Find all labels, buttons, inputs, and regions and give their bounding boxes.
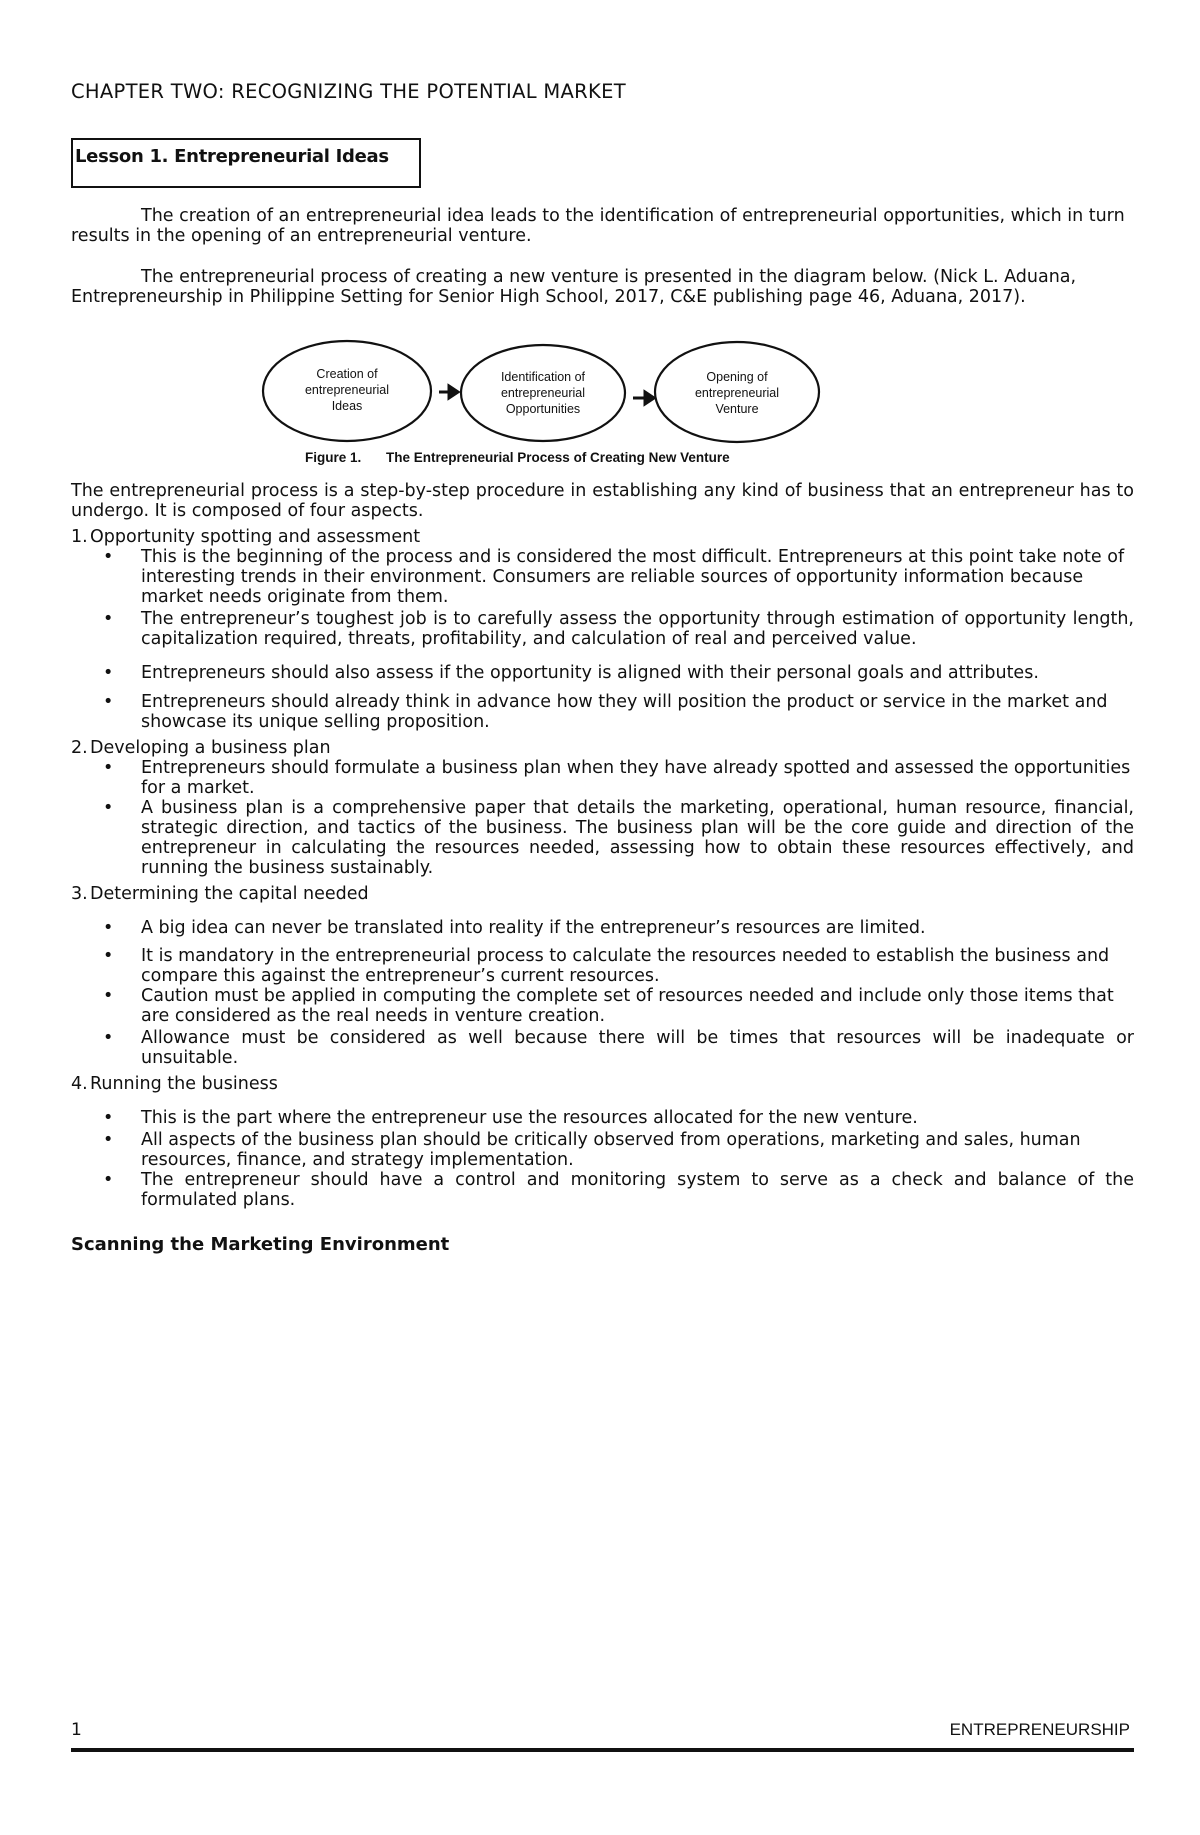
node-text: Opening of	[706, 370, 768, 384]
arrow-right-icon	[633, 392, 654, 404]
bullet-icon: •	[103, 547, 114, 567]
aspect-heading	[71, 738, 1134, 758]
bullet-text: It is mandatory in the entrepreneurial process to calculate the resources needed to establish the business and compare this against the entrepreneur’s current resources.	[141, 946, 1110, 986]
list-item	[71, 547, 1134, 607]
bullet-text: Allowance must be considered as well because there will be times that resources will be inadequate or unsuitable.	[141, 1028, 1134, 1068]
node-text: entrepreneurial	[694, 386, 780, 400]
arrow-right-icon	[439, 386, 458, 398]
aspect-bullet-list	[71, 547, 1134, 732]
bullet-icon: •	[103, 1108, 114, 1128]
list-item	[71, 1108, 1134, 1128]
aspect-number: 1.	[71, 527, 88, 547]
aspect-bullet-list	[71, 758, 1134, 878]
list-item	[71, 798, 1134, 878]
bullet-icon: •	[103, 609, 114, 629]
page-number: 1	[71, 1720, 82, 1740]
bullet-icon: •	[103, 1130, 114, 1150]
aspect-title: Running the business	[90, 1074, 278, 1094]
list-item	[71, 758, 1134, 798]
node-text: Ideas	[331, 399, 363, 413]
node-text: Creation of	[316, 367, 378, 381]
main-content	[71, 481, 1134, 1255]
bullet-icon: •	[103, 946, 114, 966]
document-page	[71, 0, 1134, 1835]
figure-caption: The Entrepreneurial Process of Creating New Venture	[386, 450, 730, 465]
list-item	[71, 946, 1134, 986]
aspect-heading	[71, 884, 1134, 904]
aspect-title: Opportunity spotting and assessment	[90, 527, 421, 547]
list-item	[71, 1170, 1134, 1210]
section-heading: Scanning the Marketing Environment	[71, 1234, 450, 1255]
process-intro: The entrepreneurial process is a step-by-step procedure in establishing any kind of business that an entrepreneur has to undergo. It is composed of four aspects.	[71, 481, 1134, 521]
bullet-text: Entrepreneurs should formulate a business plan when they have already spotted and assessed the opportunities for a market.	[141, 758, 1131, 798]
bullet-icon: •	[103, 1028, 114, 1048]
aspect-title: Determining the capital needed	[90, 884, 369, 904]
aspect-bullet-list	[71, 918, 1134, 1068]
bullet-text: A business plan is a comprehensive paper that details the marketing, operational, human resource, financial, strategic direction, and tactics of the business. The business plan will be the core guide and direction of the entrepreneur in calculating the resources needed, assessing how to obtain these resources effectively, and running the business sustainably.	[141, 798, 1134, 878]
intro-paragraph: The creation of an entrepreneurial idea leads to the identification of entrepreneurial opportunities, which in turn results in the opening of an entrepreneurial venture.	[71, 206, 1125, 246]
aspect-number: 3.	[71, 884, 88, 904]
list-item	[71, 657, 1134, 690]
aspect-number: 2.	[71, 738, 88, 758]
lesson-title: Lesson 1. Entrepreneurial Ideas	[75, 146, 389, 167]
bullet-icon: •	[103, 692, 114, 712]
process-diagram	[261, 338, 921, 470]
bullet-text: This is the part where the entrepreneur use the resources allocated for the new venture.	[141, 1108, 918, 1128]
bullet-text: All aspects of the business plan should be critically observed from operations, marketing and sales, human resources, finance, and strategy implementation.	[141, 1130, 1081, 1170]
bullet-text: The entrepreneur should have a control and monitoring system to serve as a check and balance of the formulated plans.	[141, 1170, 1134, 1210]
bullet-icon: •	[103, 918, 114, 938]
list-item	[71, 918, 1134, 938]
bullet-icon: •	[103, 1170, 114, 1190]
bullet-text: Entrepreneurs should also assess if the opportunity is aligned with their personal goals and attributes.	[141, 663, 1039, 683]
list-item	[71, 1028, 1134, 1068]
bullet-text: Entrepreneurs should already think in advance how they will position the product or service in the market and showcase its unique selling proposition.	[141, 692, 1108, 732]
aspect-bullet-list	[71, 1108, 1134, 1210]
bullet-text: A big idea can never be translated into reality if the entrepreneur’s resources are limited.	[141, 918, 926, 938]
node-text: entrepreneurial	[304, 383, 390, 397]
aspect-title: Developing a business plan	[90, 738, 331, 758]
figure-label: Figure 1.	[305, 450, 362, 465]
list-item	[71, 692, 1134, 732]
aspect-number: 4.	[71, 1074, 88, 1094]
list-item	[71, 1130, 1134, 1170]
bullet-icon: •	[103, 758, 114, 778]
list-item	[71, 609, 1134, 649]
bullet-text: This is the beginning of the process and is considered the most difficult. Entrepreneurs at this point take note of interesting trends in their environment. Consumers are reliable sources of opportunity information because market needs originate from them.	[141, 547, 1125, 607]
aspect-heading	[71, 527, 1134, 547]
lesson-box	[71, 138, 421, 188]
bullet-text: Caution must be applied in computing the complete set of resources needed and include only those items that are considered as the real needs in venture creation.	[141, 986, 1114, 1026]
aspect-heading	[71, 1074, 1134, 1094]
node-text: Identification of	[500, 370, 586, 384]
bullet-icon: •	[103, 663, 114, 683]
list-item	[71, 986, 1134, 1026]
footer-divider	[71, 1748, 1134, 1752]
bullet-text: The entrepreneur’s toughest job is to carefully assess the opportunity through estimation of opportunity length, capitalization required, threats, profitability, and calculation of real and perceived value.	[141, 609, 1134, 649]
footer-subject: ENTREPRENEURSHIP	[949, 1720, 1130, 1739]
bullet-icon: •	[103, 986, 114, 1006]
intro-paragraph: The entrepreneurial process of creating a new venture is presented in the diagram below. (Nick L. Aduana, Entrepreneurship in Philippine Setting for Senior High School, 2017, C&E publishing page 46, Aduana, 2017).	[71, 267, 1077, 307]
node-text: entrepreneurial	[500, 386, 586, 400]
node-text: Opportunities	[505, 402, 581, 416]
bullet-icon: •	[103, 798, 114, 818]
chapter-title: CHAPTER TWO: RECOGNIZING THE POTENTIAL MARKET	[71, 80, 626, 103]
node-text: Venture	[715, 402, 759, 416]
